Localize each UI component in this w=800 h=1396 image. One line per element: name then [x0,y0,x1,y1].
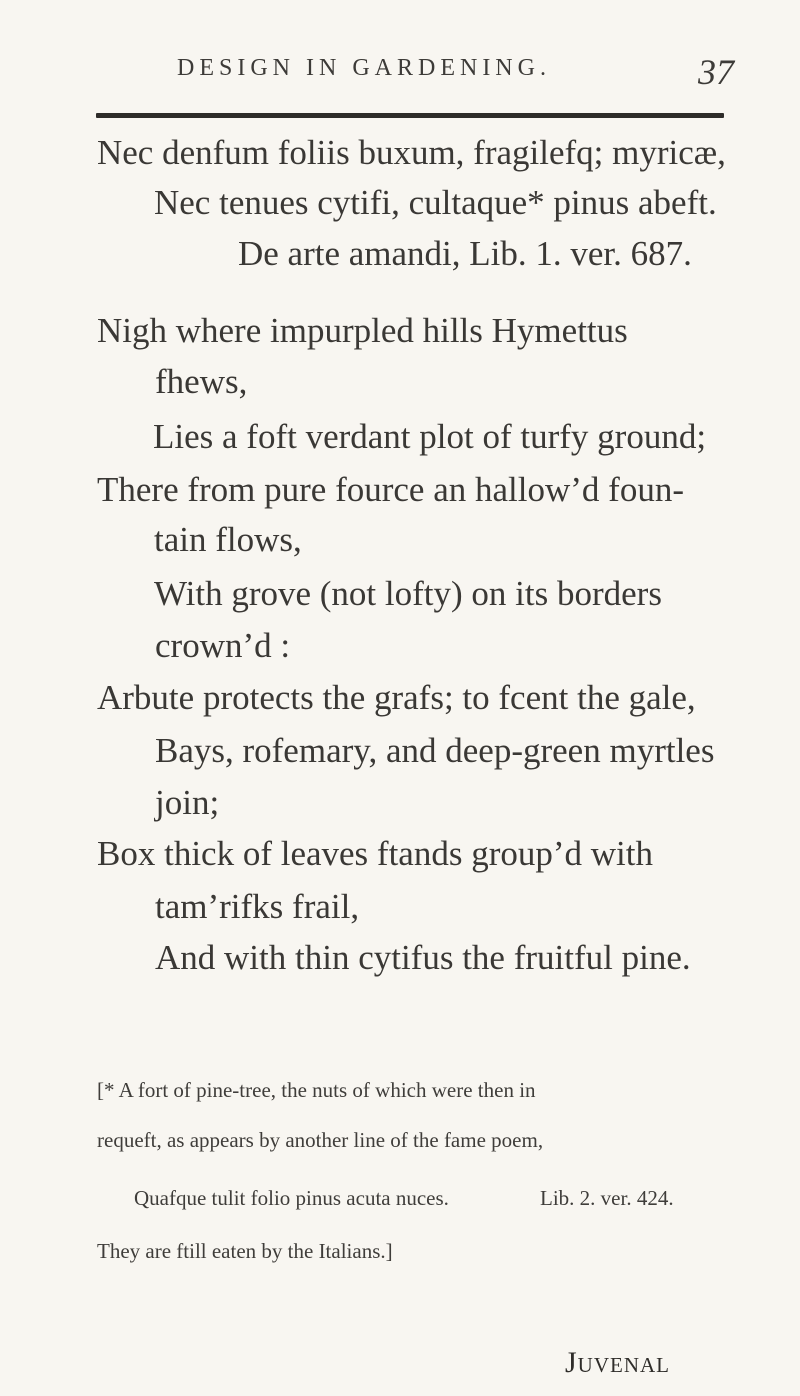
page-header [0,52,800,95]
poem-line-10: join; [155,783,220,822]
running-title: DESIGN IN GARDENING. [177,55,551,81]
poem-line-9: Bays, rofemary, and deep-green myrtles [155,731,715,770]
poem-line-1: Nigh where impurpled hills Hymettus [97,311,628,350]
poem-line-3: Lies a foft verdant plot of turfy ground; [153,417,707,456]
latin-citation: De arte amandi, Lib. 1. ver. 687. [238,234,692,273]
footnote-line-2: requeft, as appears by another line of the fame poem, [97,1128,544,1152]
footnote-latin-reference: Lib. 2. ver. 424. [540,1186,674,1210]
poem-line-2: fhews, [155,362,248,401]
poem-line-4: There from pure fource an hallow’d foun- [97,470,684,509]
poem-line-5: tain flows, [154,520,302,559]
footnote-line-4: They are ftill eaten by the Italians.] [97,1239,393,1263]
footnote-line-1: [* A fort of pine-tree, the nuts of which were then in [97,1078,536,1102]
catchword-text: Juvenal [565,1346,670,1379]
page-number: 37 [698,52,734,92]
latin-line-1: Nec denfum foliis buxum, fragilefq; myricæ, [97,133,726,172]
footnote-latin-quote: Quafque tulit folio pinus acuta nuces. [134,1186,449,1210]
poem-line-7: crown’d : [155,626,291,665]
poem-line-13: And with thin cytifus the fruitful pine. [155,938,691,977]
poem-line-12: tam’rifks frail, [155,887,360,926]
catchword [565,1346,670,1380]
poem-line-8: Arbute protects the grafs; to fcent the gale, [97,678,696,717]
poem-line-11: Box thick of leaves ftands group’d with [97,834,654,873]
header-rule [96,113,724,118]
latin-line-2: Nec tenues cytifi, cultaque* pinus abeft. [154,183,717,222]
poem-line-6: With grove (not lofty) on its borders [154,574,662,613]
